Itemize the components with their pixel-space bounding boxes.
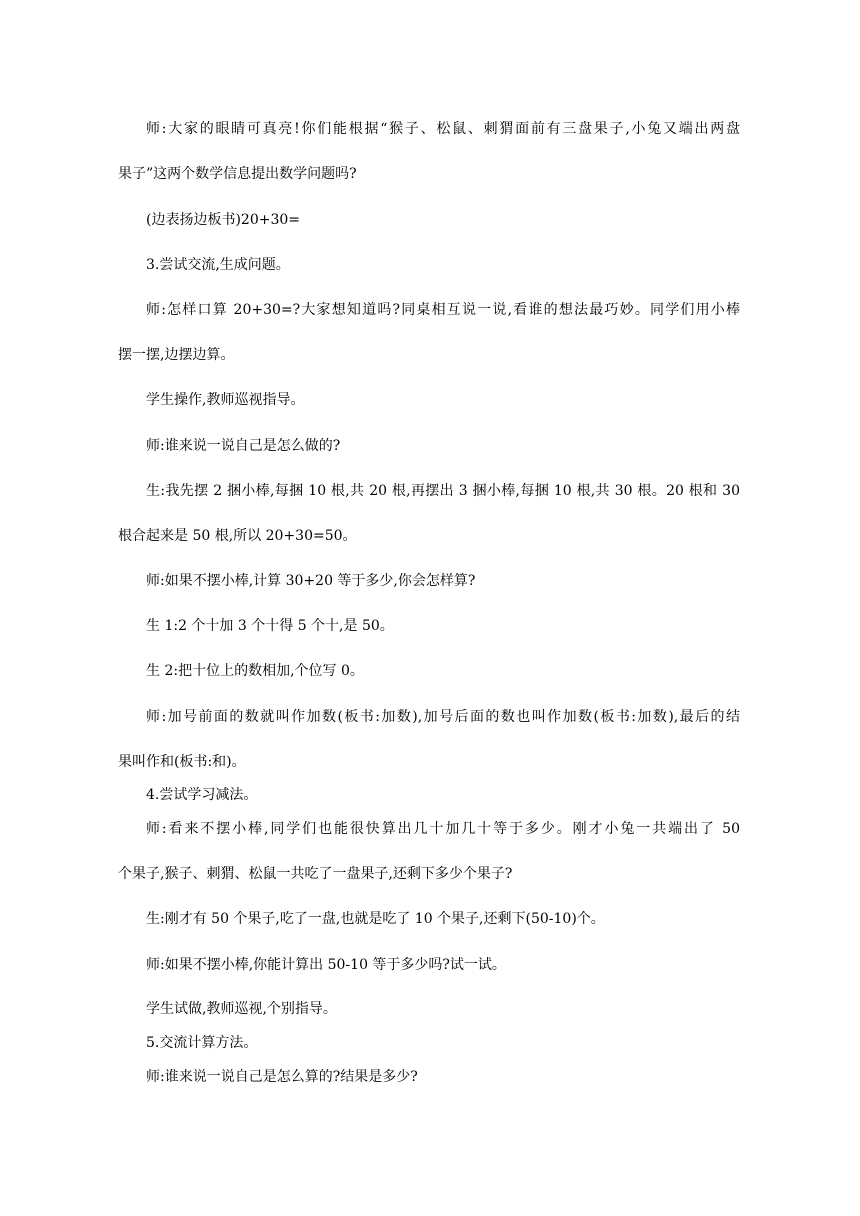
paragraph-line: 师:加号前面的数就叫作加数(板书:加数),加号后面的数也叫作加数(板书:加数),最后的结 (146, 709, 740, 725)
paragraph-line: 生:刚才有 50 个果子,吃了一盘,也就是吃了 10 个果子,还剩下(50-10)个。 (146, 911, 605, 927)
paragraph-line: 个果子,猴子、刺猬、松鼠一共吃了一盘果子,还剩下多少个果子? (118, 866, 513, 882)
paragraph-line: 师:大家的眼睛可真亮!你们能根据“猴子、松鼠、刺猬面前有三盘果子,小兔又端出两盘 (146, 121, 740, 137)
paragraph-line: 果叫作和(板书:和)。 (118, 754, 246, 770)
paragraph-line: 果子”这两个数学信息提出数学问题吗? (118, 166, 357, 182)
section-heading: 4.尝试学习减法。 (146, 787, 258, 803)
paragraph-line: 生:我先摆 2 捆小棒,每捆 10 根,共 20 根,再摆出 3 捆小棒,每捆 10 根,共 30 根。20 根和 30 (146, 483, 740, 499)
paragraph-line: 师:怎样口算 20+30=?大家想知道吗?同桌相互说一说,看谁的想法最巧妙。同学们用小棒 (146, 302, 740, 318)
section-heading: 3.尝试交流,生成问题。 (146, 257, 290, 273)
paragraph-line: (边表扬边板书)20+30= (146, 212, 301, 228)
paragraph-line: 生 2:把十位上的数相加,个位写 0。 (146, 663, 364, 679)
paragraph-line: 生 1:2 个十加 3 个十得 5 个十,是 50。 (146, 618, 394, 634)
paragraph-line: 师:如果不摆小棒,计算 30+20 等于多少,你会怎样算? (146, 573, 476, 589)
paragraph-line: 学生操作,教师巡视指导。 (146, 392, 305, 408)
paragraph-line: 摆一摆,边摆边算。 (118, 347, 235, 363)
section-heading: 5.交流计算方法。 (146, 1035, 258, 1051)
paragraph-line: 学生试做,教师巡视,个别指导。 (146, 1001, 337, 1017)
paragraph-line: 根合起来是 50 根,所以 20+30=50。 (118, 528, 357, 544)
paragraph-line: 师:看来不摆小棒,同学们也能很快算出几十加几十等于多少。刚才小兔一共端出了 50 (146, 821, 740, 837)
paragraph-line: 师:如果不摆小棒,你能计算出 50-10 等于多少吗?试一试。 (146, 957, 506, 973)
paragraph-line: 师:谁来说一说自己是怎么算的?结果是多少? (146, 1069, 418, 1085)
paragraph-line: 师:谁来说一说自己是怎么做的? (146, 438, 341, 454)
